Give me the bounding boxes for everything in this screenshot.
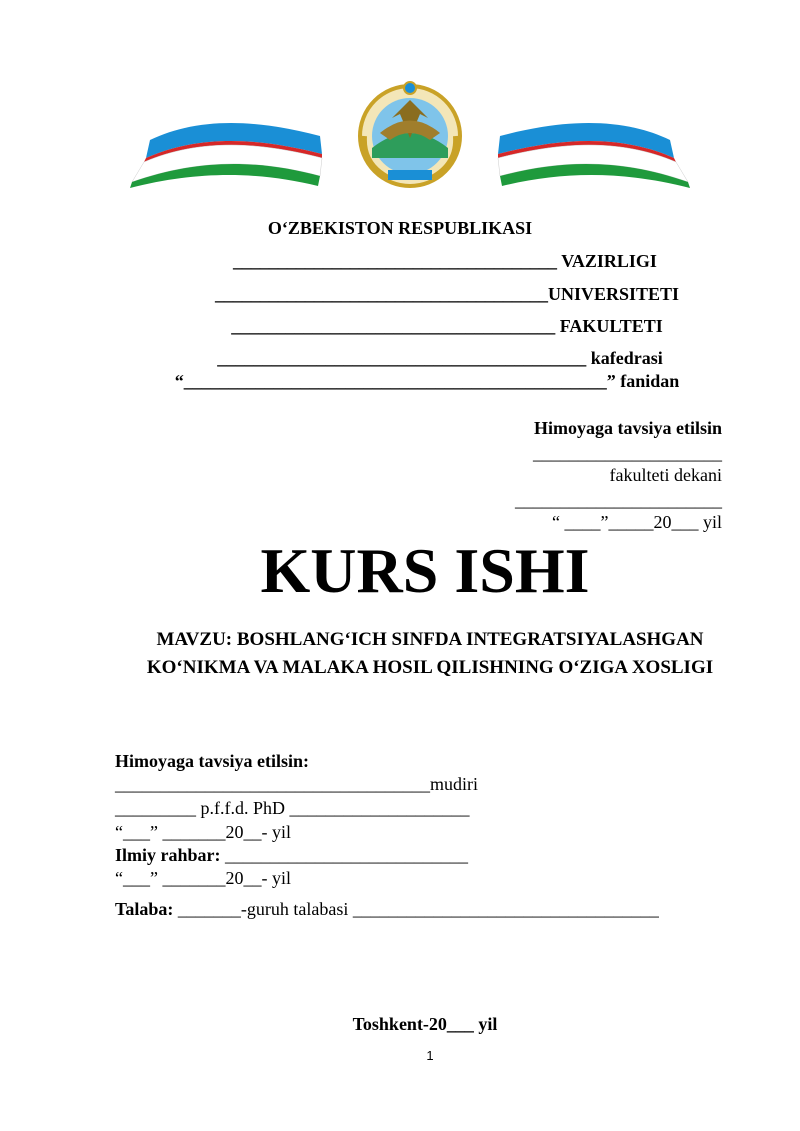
student-label: Talaba: [115,899,174,919]
student-line [115,898,659,920]
document-title: KURS ISHI [260,535,590,606]
university-line: _____________________________________UNIVERSITETI [214,284,680,304]
republic-heading: O‘ZBEKISTON RESPUBLIKASI [267,218,533,238]
degree-line: _________ p.f.f.d. PhD ____________________ [115,798,470,818]
topic-heading: MAVZU: BOSHLANG‘ICH SINFDA INTEGRATSIYALASHGAN KO‘NIKMA VA MALAKA HOSIL QILISHNING O‘ZIGA XOSLIGI [146,629,714,678]
date-line-2: “___” _______20__- yil [115,868,291,888]
emblem-medallion [360,82,460,186]
date-line-1: “___” _______20__- yil [115,822,291,842]
page-number: 1 [426,1048,434,1063]
subject-line: “_______________________________________________” fanidan [174,371,680,391]
approval-bottom-heading: Himoyaga tavsiya etilsin: [115,751,309,771]
flag-ribbon-left [130,123,322,188]
department-line: _________________________________________ kafedrasi [217,348,663,368]
city-year: Toshkent-20___ yil [352,1014,498,1034]
dean-label: fakulteti dekani [609,465,722,485]
approval-date: “ ____”_____20___ yil [552,512,722,532]
approval-line-2: _______________________ [515,490,722,510]
student-blank: _______-guruh talabasi __________________________________ [173,899,659,919]
advisor-label: Ilmiy rahbar: [115,845,221,865]
ministry-line: ____________________________________ VAZIRLIGI [233,251,657,271]
faculty-line: ____________________________________ FAKULTETI [231,316,663,336]
department-head-line: ___________________________________mudiri [115,774,478,794]
advisor-line [115,844,468,866]
approval-line-1: _____________________ [533,443,722,463]
advisor-blank: ___________________________ [220,845,468,865]
approval-heading: Himoyaga tavsiya etilsin [534,418,722,438]
state-emblem-icon [130,78,690,188]
flag-ribbon-right [498,123,690,188]
